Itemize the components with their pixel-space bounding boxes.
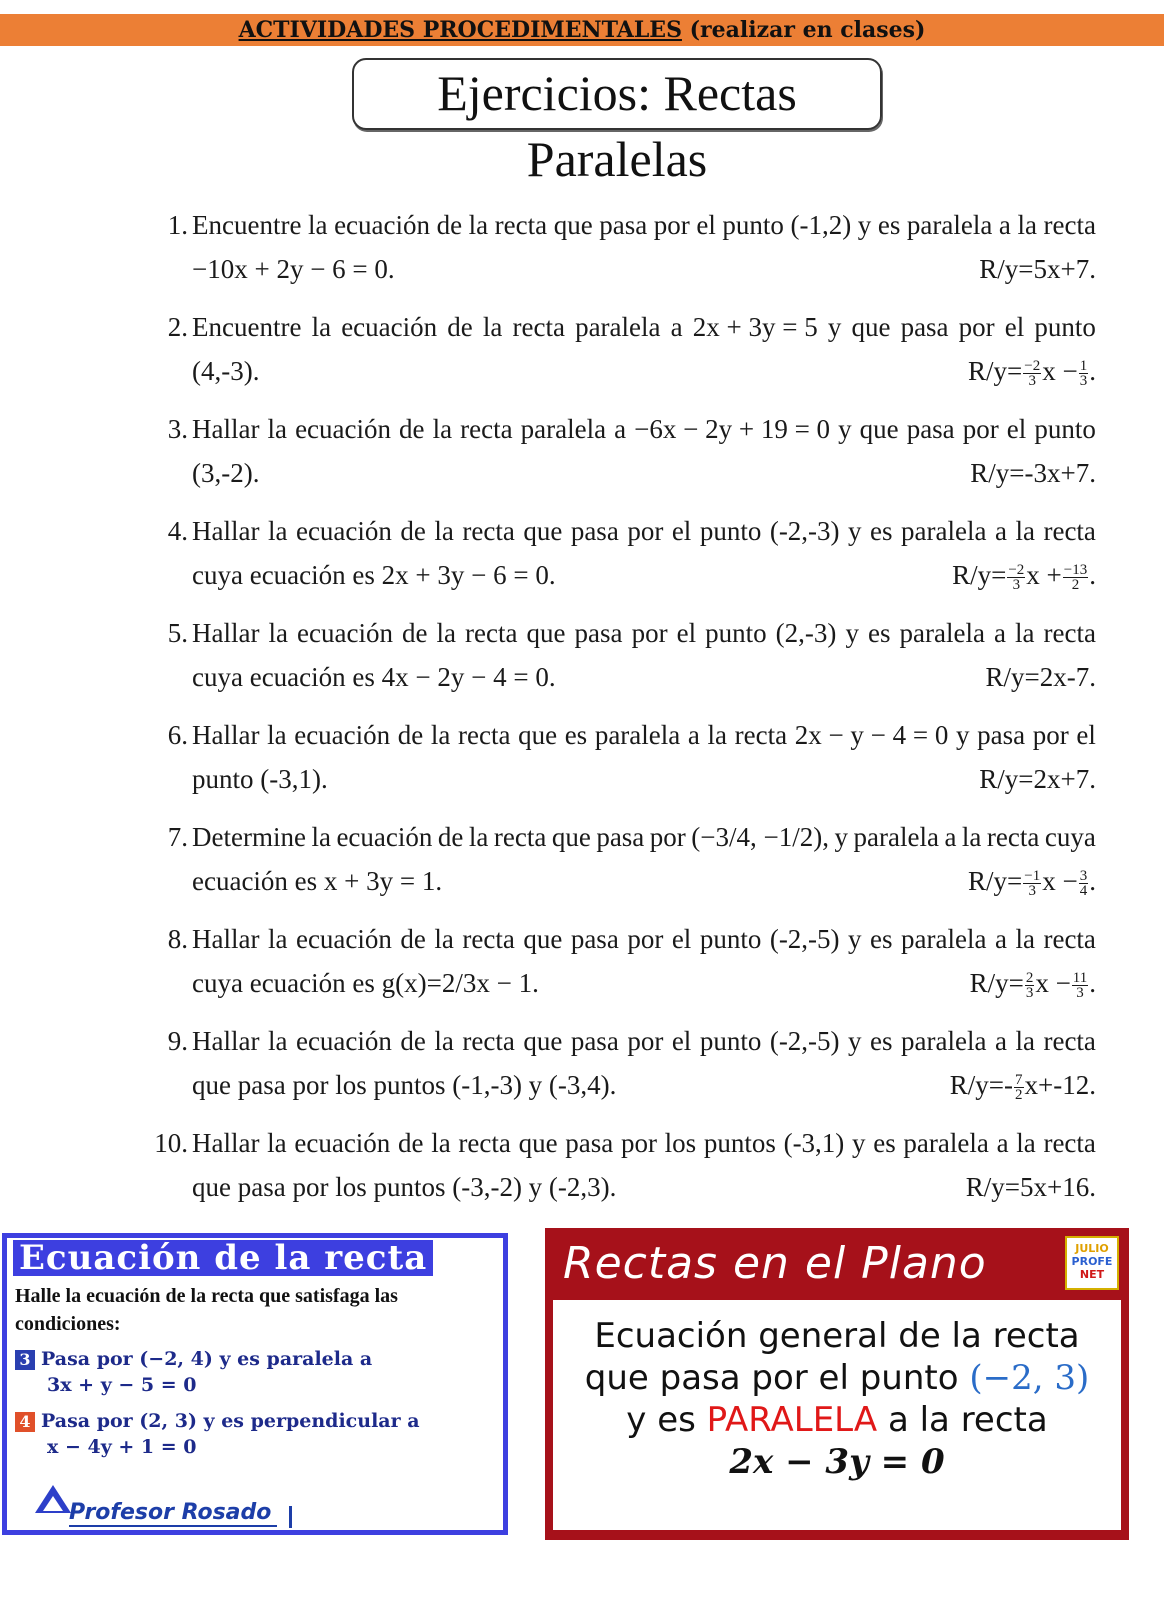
answer-part: 3 [1028,373,1037,390]
exercise-word: paralela [853,822,939,852]
item-4-badge: 4 [15,1412,35,1432]
answer-part: 3 [1012,577,1021,594]
exercise-line-2: cuya ecuación es g(x)=2/3x − 1. [192,968,539,998]
exercise-item [0,312,1164,412]
answer-fraction [1007,563,1025,592]
exercise-word: y [848,1026,862,1056]
exercise-word: la [482,312,503,342]
exercise-word: recta [462,924,515,954]
exercise-word: que [518,1128,558,1158]
exercise-word: punto [1034,312,1096,342]
exercise-word: 2x − y − 4 = 0 [794,720,949,750]
answer-part: x+-12. [1024,1070,1096,1100]
exercise-word: paralela [901,924,987,954]
answer-part: R/y= [968,356,1023,386]
exercise-word: la [311,312,332,342]
exercise-word: la [434,516,454,546]
exercise-word: es [867,618,891,648]
exercise-word: Hallar [192,414,260,444]
exercise-item [0,822,1164,922]
exercise-word: ecuación [295,924,392,954]
card-left-intro: Halle la ecuación de la recta que satisfaga las condiciones: [15,1285,398,1335]
exercise-line-1 [192,312,1096,343]
exercise-item [0,720,1164,820]
exercise-word: punto [722,210,784,240]
exercise-word: a [998,210,1011,240]
exercise-word: la [267,924,288,954]
exercise-line-1 [192,924,1096,955]
answer-fraction [1023,869,1041,898]
banner-title-rest: (realizar en clases) [681,17,926,43]
exercise-word: ecuación [295,516,392,546]
answer-part: R/y= [952,560,1007,590]
exercise-word: recta [458,720,511,750]
exercise-answer: R/y=-3x+7. [970,458,1096,488]
exercise-word: a [994,924,1007,954]
exercise-line-2: cuya ecuación es 2x + 3y − 6 = 0. [192,560,556,590]
exercise-word: es [870,924,893,954]
answer-part: x − [1042,356,1078,386]
exercise-word: pasa [565,1128,614,1158]
exercise-word: recta [512,312,565,342]
exercise-word: la [1015,1026,1035,1056]
exercise-word: ecuación [294,720,391,750]
exercise-word: paralela [901,516,987,546]
exercise-word: la [431,1128,451,1158]
exercise-word: −6x − 2y + 19 = 0 [634,414,831,444]
answer-part: x + [1026,560,1062,590]
exercise-word: la [268,618,288,648]
exercise-word: y [845,618,859,648]
exercise-item [0,516,1164,616]
exercise-word: por [627,924,664,954]
exercise-number: 7. [167,822,188,852]
exercise-word: de [398,1128,424,1158]
exercise-word: de [447,312,473,342]
exercise-word: recta [1043,924,1096,954]
exercise-word: la [267,1026,288,1056]
exercise-word: el [1006,414,1027,444]
exercise-word: es [870,1026,893,1056]
exercise-word: por [958,312,995,342]
exercise-word: la [267,1128,287,1158]
exercise-word: y [848,516,862,546]
answer-fraction [1023,359,1041,388]
profesor-rosado-logo-text: Profesor Rosado [69,1500,277,1527]
exercise-word: el [696,210,716,240]
exercise-line-2: cuya ecuación es 4x − 2y − 4 = 0. [192,662,556,692]
exercise-word: y [956,720,970,750]
exercise-word: a [993,618,1006,648]
exercise-word: paralela [906,210,993,240]
exercise-word: la [434,1026,454,1056]
exercise-word: la [432,414,453,444]
exercise-word: paralela [594,720,681,750]
exercise-word: y [838,414,852,444]
answer-part: x − [1042,866,1078,896]
exercise-word: la [267,720,287,750]
exercise-word: a [994,1026,1007,1056]
answer-part: 11 [1072,970,1088,987]
exercise-word: de [437,822,464,852]
exercise-word: pasa [977,720,1026,750]
exercise-answer [950,1070,1096,1102]
exercise-word: el [676,618,697,648]
card-left-item-3 [15,1346,372,1372]
answer-part: 3 [1076,985,1084,1002]
exercise-line-2: punto (-3,1). [192,764,328,794]
logo-tick [289,1506,292,1528]
exercise-word: recta [1043,1128,1096,1158]
exercise-word: puntos [703,1128,776,1158]
exercise-word: que [523,924,563,954]
exercise-word: punto [699,1026,762,1056]
exercise-word: paralela [899,618,985,648]
answer-part: −13 [1063,562,1088,579]
card-left-item-4-eq: x − 4y + 1 = 0 [47,1436,197,1458]
exercise-word: de [400,924,426,954]
exercise-word: la [267,516,288,546]
exercise-word: Hallar [192,924,260,954]
exercise-line-1 [192,822,1096,853]
exercise-word: que [523,1026,563,1056]
exercise-word: el [671,924,692,954]
card-left-banner: Ecuación de la recta [13,1240,433,1276]
item-3-badge: 3 [15,1350,35,1370]
answer-fraction [1063,563,1088,592]
exercise-line-2: −10x + 2y − 6 = 0. [192,254,395,284]
badge-line-3: NET [1079,1268,1105,1281]
exercise-word: pasa [596,822,645,852]
exercise-item [0,414,1164,514]
exercise-word: recta [986,822,1040,852]
item-3-text: Pasa por (−2, 4) y es paralela a [41,1348,373,1370]
answer-part: −2 [1024,358,1041,375]
exercise-word: la [1015,516,1035,546]
exercise-word: la [311,822,331,852]
exercise-word: por [627,1026,664,1056]
answer-part: −1 [1024,868,1041,885]
exercise-word: de [397,720,424,750]
exercise-word: pasa [570,924,619,954]
exercise-word: Hallar [192,1128,260,1158]
exercise-word: (-2,-3) [769,516,840,546]
card-left-item-4 [15,1408,420,1434]
exercise-word: pasa [599,210,648,240]
answer-part: . [1089,866,1096,896]
exercise-word: la [1015,924,1035,954]
answer-part: 2 [1071,577,1080,594]
answer-part: 4 [1079,883,1088,900]
exercise-word: por [631,618,668,648]
exercise-word: y [834,822,848,852]
exercise-word: de [399,414,425,444]
answer-part: . [1089,968,1096,998]
exercise-word: paralela [575,312,661,342]
triangle-logo-inner [43,1496,63,1511]
card-right-line-1: Ecuación general de la recta [594,1316,1080,1356]
exercise-word: la [961,822,982,852]
exercise-word: la [308,210,328,240]
exercise-word: la [434,924,454,954]
card-left-item-3-eq: 3x + y − 5 = 0 [47,1374,197,1396]
card-right-body [553,1300,1121,1530]
exercise-word: punto [699,516,762,546]
exercise-line-1 [192,516,1096,547]
exercise-word: que [526,618,566,648]
exercise-line-1 [192,618,1096,649]
exercise-answer: R/y=2x-7. [985,662,1096,692]
exercise-line-1 [192,720,1096,751]
badge-line-1: JULIO [1075,1242,1109,1255]
exercise-word: pasa [570,1026,619,1056]
exercise-number: 5. [167,618,188,648]
exercise-word: recta [1043,210,1096,240]
exercise-word: y [852,1128,866,1158]
exercise-word: (-2,-5) [769,1026,840,1056]
exercise-word: por [649,822,686,852]
exercise-word: a [670,312,683,342]
exercise-answer [968,356,1096,388]
exercise-word: por [627,516,664,546]
answer-part: 3 [1079,373,1088,390]
exercise-word: pasa [570,516,619,546]
exercise-word: recta [493,822,547,852]
exercise-word: la [468,822,489,852]
exercise-word: el [1076,720,1096,750]
answer-part: 7 [1015,1072,1023,1089]
exercise-word: punto [1034,414,1096,444]
exercise-word: cuya [1044,822,1096,852]
exercise-item [0,924,1164,1024]
exercise-word: (-2,-5) [769,924,840,954]
exercise-word: ecuación [297,618,393,648]
exercise-word: la [1017,210,1037,240]
exercise-word: Hallar [192,1026,260,1056]
exercise-word: el [1004,312,1025,342]
exercise-word: Encuentre [192,210,302,240]
exercise-word: la [267,414,288,444]
exercise-word: los [664,1128,697,1158]
answer-fraction [1072,971,1088,1000]
exercise-number: 8. [167,924,188,954]
exercise-line-2: ecuación es x + 3y = 1. [192,866,443,896]
card-rectas-plano [545,1228,1129,1540]
exercise-number: 1. [167,210,188,240]
answer-part: 3 [1028,883,1037,900]
answer-fraction [1079,869,1089,898]
exercise-word: recta [462,1026,515,1056]
exercise-word: que [518,720,558,750]
exercise-word: y [857,210,872,240]
exercise-number: 3. [167,414,188,444]
exercise-line-2: (4,-3). [192,356,260,386]
exercise-word: por [653,210,690,240]
exercise-word: recta [734,720,788,750]
exercise-word: recta [462,516,515,546]
exercise-word: (-3,1) [783,1128,845,1158]
exercise-word: de [400,516,426,546]
item-4-text: Pasa por (2, 3) y es perpendicular a [41,1410,420,1432]
exercise-word: la [468,210,489,240]
answer-part: 2 [1025,970,1034,987]
exercise-item [0,1128,1164,1228]
exercise-word: es [877,210,901,240]
answer-part: R/y= [968,866,1023,896]
exercise-word: punto [705,618,767,648]
card-right-line-2 [553,1358,1121,1398]
julioprofe-logo-icon [1065,1236,1119,1290]
exercise-word: recta [494,210,548,240]
card-right-heading: Rectas en el Plano [563,1238,987,1289]
answer-part: −2 [1008,562,1025,579]
exercise-line-1 [192,1128,1096,1159]
exercise-word: (2,-3) [775,618,837,648]
line-2-text: que pasa por el punto [584,1358,970,1398]
answer-part: x − [1035,968,1071,998]
exercise-word: Hallar [192,618,260,648]
exercise-answer [970,968,1096,1000]
exercise-word: (-1,2) [790,210,852,240]
exercise-word: paralela [903,1128,989,1158]
exercise-word: a [614,414,627,444]
line-3-paralela: PARALELA [706,1400,878,1440]
exercise-word: a [944,822,957,852]
exercise-word: punto [699,924,762,954]
exercise-word: a [687,720,700,750]
exercise-line-2: que pasa por los puntos (-3,-2) y (-2,3). [192,1172,617,1202]
answer-part: 3 [1079,868,1088,885]
exercise-word: ecuación [336,822,433,852]
exercise-word: es [873,1128,896,1158]
exercise-word: la [707,720,727,750]
exercise-word: por [1032,720,1069,750]
exercise-number: 10. [154,1128,188,1158]
top-banner [0,14,1164,46]
exercise-line-1 [192,414,1096,445]
answer-part: 3 [1025,985,1034,1002]
line-3-pre: y es [626,1400,707,1440]
exercise-word: el [671,516,692,546]
exercise-line-2: (3,-2). [192,458,260,488]
exercise-word: paralela [520,414,607,444]
answer-part: 1 [1079,358,1088,375]
exercise-word: recta [465,618,518,648]
exercise-word: recta [460,414,513,444]
exercise-answer: R/y=5x+16. [965,1172,1096,1202]
exercise-word: 2x + 3y = 5 [692,312,818,342]
exercise-word: pasa [906,414,955,444]
exercise-word: que [523,516,563,546]
exercise-number: 9. [167,1026,188,1056]
exercise-word: la [430,720,451,750]
exercise-word: es [564,720,588,750]
exercise-word: de [436,210,463,240]
exercise-number: 6. [167,720,188,750]
exercise-word: Determine [192,822,306,852]
exercise-word: (−3/4, −1/2), [691,822,829,852]
exercise-word: ecuación [341,312,438,342]
exercise-word: la [1014,618,1035,648]
banner-title [0,17,1164,43]
exercise-line-1 [192,210,1096,241]
exercise-word: de [402,618,428,648]
exercise-word: la [436,618,457,648]
exercise-word: y [848,924,862,954]
page-title: Ejercicios: Rectas Paralelas [352,58,882,130]
answer-fraction [1014,1073,1024,1102]
exercise-word: pasa [574,618,623,648]
exercise-word: recta [1043,618,1096,648]
line-3-post: a la recta [877,1400,1048,1440]
exercise-answer [952,560,1096,592]
exercise-word: recta [1043,516,1096,546]
exercise-answer: R/y=5x+7. [979,254,1096,284]
line-2-point: (−2, 3) [969,1358,1090,1398]
answer-part: . [1089,560,1096,590]
exercise-number: 2. [167,312,188,342]
exercise-word: por [620,1128,657,1158]
answer-part: R/y=- [949,1070,1014,1100]
badge-line-2: PROFE [1071,1255,1113,1268]
exercise-word: es [870,516,893,546]
banner-title-underlined: ACTIVIDADES PROCEDIMENTALES [238,17,682,43]
exercise-word: y [827,312,842,342]
card-ecuacion-recta [2,1233,508,1535]
card-right-line-3 [553,1400,1121,1440]
exercise-item [0,618,1164,718]
answer-part: . [1089,356,1096,386]
exercise-number: 4. [167,516,188,546]
exercise-word: la [1016,1128,1036,1158]
exercise-line-1 [192,1026,1096,1057]
answer-part: R/y= [969,968,1024,998]
exercise-word: que [851,312,891,342]
exercise-word: que [551,822,591,852]
exercise-word: ecuación [295,1026,392,1056]
exercise-word: ecuación [295,414,391,444]
exercise-answer: R/y=2x+7. [979,764,1096,794]
exercise-word: por [962,414,999,444]
exercise-word: que [859,414,899,444]
exercise-word: a [996,1128,1009,1158]
exercise-word: paralela [901,1026,987,1056]
exercise-word: que [553,210,593,240]
exercise-word: ecuación [334,210,430,240]
exercise-word: Hallar [192,720,260,750]
exercise-word: de [400,1026,426,1056]
exercise-word: Hallar [192,516,260,546]
exercise-item [0,1026,1164,1126]
exercise-word: recta [458,1128,511,1158]
exercise-item [0,210,1164,310]
answer-part: 2 [1015,1087,1023,1104]
exercise-word: a [994,516,1007,546]
answer-fraction [1025,971,1035,1000]
card-right-line-4: 2x − 3y = 0 [729,1442,945,1482]
exercise-word: recta [1043,1026,1096,1056]
exercise-word: el [671,1026,692,1056]
answer-fraction [1079,359,1089,388]
exercise-word: ecuación [294,1128,391,1158]
exercise-word: pasa [900,312,949,342]
exercise-answer [968,866,1096,898]
exercise-word: Encuentre [192,312,302,342]
exercise-line-2: que pasa por los puntos (-1,-3) y (-3,4). [192,1070,617,1100]
